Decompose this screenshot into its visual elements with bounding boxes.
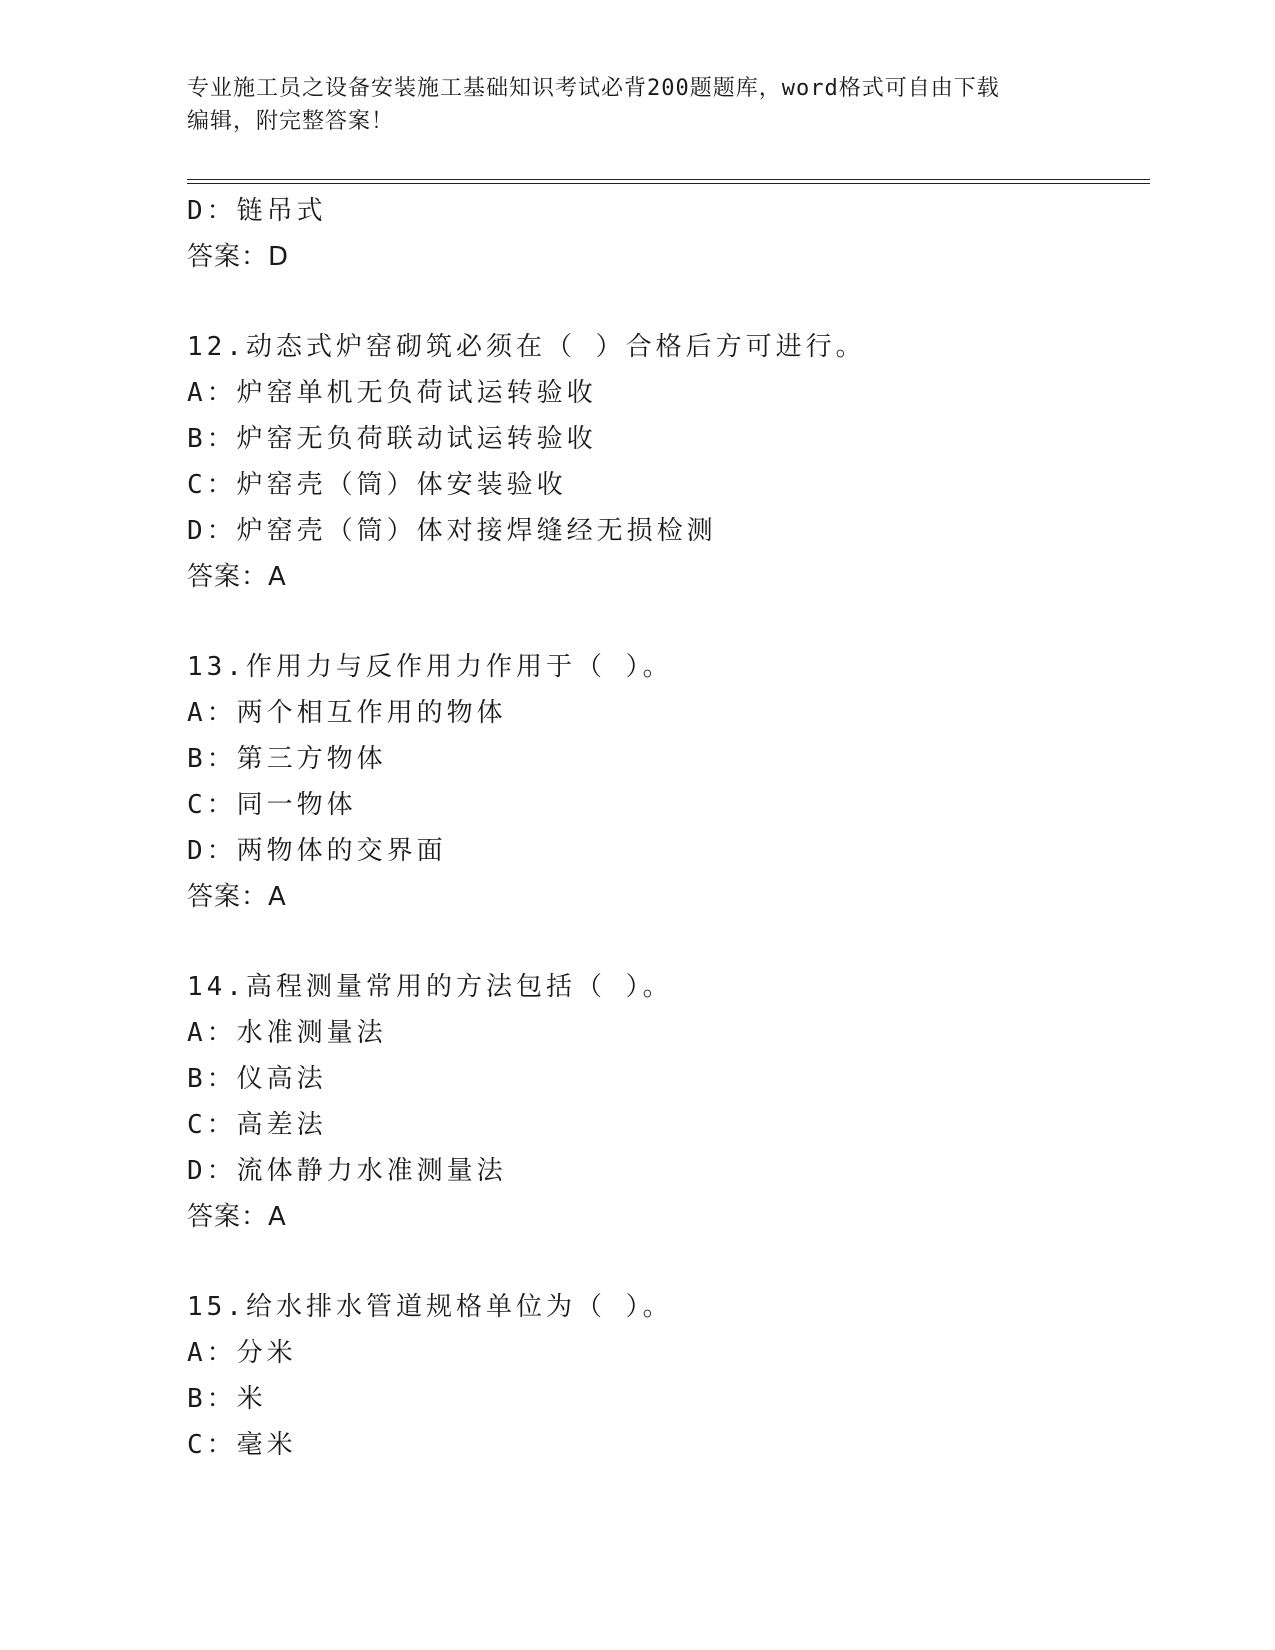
option-c: C：同一物体 xyxy=(187,790,357,820)
question-spacer xyxy=(187,1240,1147,1284)
answer-line: 答案：A xyxy=(187,882,287,912)
option-a: A：分米 xyxy=(187,1338,297,1368)
header-divider-bottom xyxy=(187,183,1150,184)
option-b: B：米 xyxy=(187,1384,267,1414)
question-14 xyxy=(187,964,1147,1240)
option-d: D：链吊式 xyxy=(187,196,327,226)
question-list xyxy=(187,188,1147,1468)
question-15 xyxy=(187,1284,1147,1468)
question-stem: 13.作用力与反作用力作用于（ ）。 xyxy=(187,652,673,682)
header-line-2: 编辑，附完整答案！ xyxy=(187,109,395,134)
question-stem: 12.动态式炉窑砌筑必须在（ ）合格后方可进行。 xyxy=(187,332,866,362)
option-c: C：高差法 xyxy=(187,1110,327,1140)
option-b: B：第三方物体 xyxy=(187,744,387,774)
option-d: D：炉窑壳（筒）体对接焊缝经无损检测 xyxy=(187,516,717,546)
document-header xyxy=(187,72,1087,138)
option-a: A：水准测量法 xyxy=(187,1018,387,1048)
option-d: D：流体静力水准测量法 xyxy=(187,1156,507,1186)
option-a: A：炉窑单机无负荷试运转验收 xyxy=(187,378,597,408)
question-12 xyxy=(187,324,1147,600)
option-c: C：炉窑壳（筒）体安装验收 xyxy=(187,470,567,500)
question-spacer xyxy=(187,600,1147,644)
answer-line: 答案：A xyxy=(187,1202,287,1232)
question-stem: 15.给水排水管道规格单位为（ ）。 xyxy=(187,1292,673,1322)
question-stem: 14.高程测量常用的方法包括（ ）。 xyxy=(187,972,673,1002)
option-c: C：毫米 xyxy=(187,1430,297,1460)
question-13 xyxy=(187,644,1147,920)
answer-line: 答案：A xyxy=(187,562,287,592)
header-line-1: 专业施工员之设备安装施工基础知识考试必背200题题库，word格式可自由下载 xyxy=(187,76,1000,101)
question-spacer xyxy=(187,280,1147,324)
option-b: B：仪高法 xyxy=(187,1064,327,1094)
option-a: A：两个相互作用的物体 xyxy=(187,698,507,728)
header-divider-top xyxy=(187,179,1150,180)
option-d: D：两物体的交界面 xyxy=(187,836,447,866)
answer-line: 答案：D xyxy=(187,242,290,272)
option-b: B：炉窑无负荷联动试运转验收 xyxy=(187,424,597,454)
question-spacer xyxy=(187,920,1147,964)
